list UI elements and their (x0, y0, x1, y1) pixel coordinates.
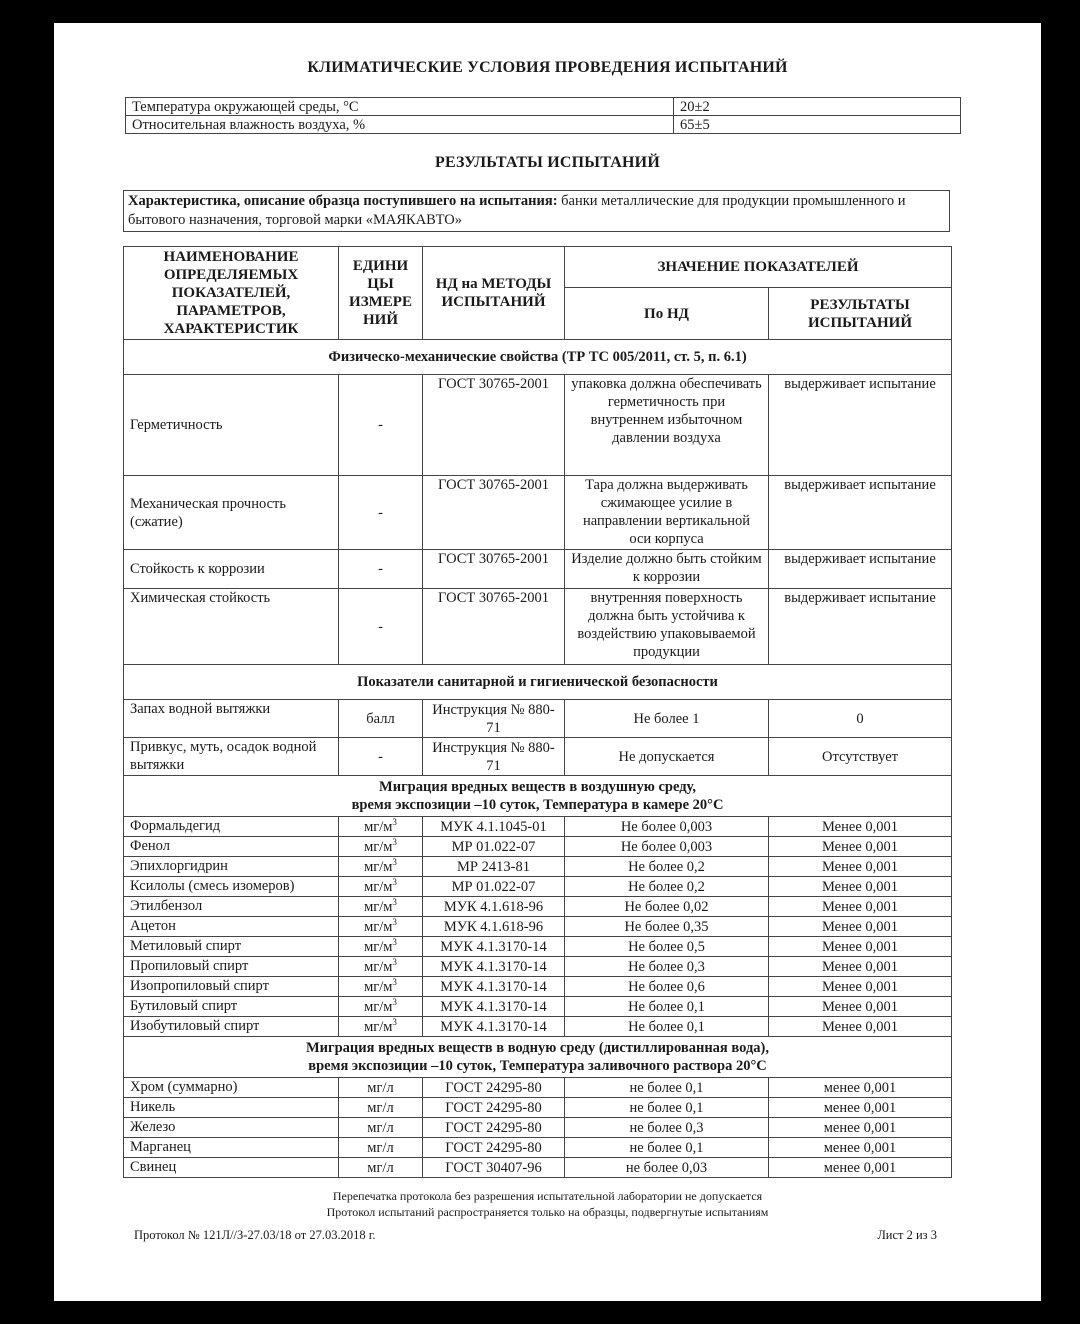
result-value: 0 (769, 700, 952, 738)
norm-value: Тара должна выдерживать сжимающее усилие в направлении вертикальной оси корпуса (565, 476, 769, 550)
table-row (124, 375, 952, 476)
section-title-line: Миграция вредных веществ в водную среду (дистиллированная вода), (305, 1040, 770, 1056)
norm-value: Не более 0,5 (565, 937, 769, 957)
unit-superscript: 3 (392, 936, 397, 947)
norm-value: упаковка должна обеспечивать герметичность при внутреннем избыточном давлении воздуха (565, 375, 769, 476)
unit-superscript: 3 (392, 976, 397, 987)
unit-text: мг/м (364, 878, 393, 895)
climate-title: КЛИМАТИЧЕСКИЕ УСЛОВИЯ ПРОВЕДЕНИЯ ИСПЫТАНИЙ (307, 59, 788, 76)
norm-value: Не более 0,2 (565, 877, 769, 897)
unit-superscript: 3 (392, 1016, 397, 1027)
table-row (124, 1017, 952, 1037)
table-row (124, 817, 952, 837)
unit-cell (339, 937, 423, 957)
section-row (124, 1037, 952, 1078)
method-cell: МУК 4.1.618-96 (423, 917, 565, 937)
table-row (124, 589, 952, 665)
table-row (124, 877, 952, 897)
norm-value: Не допускается (565, 738, 769, 776)
section-title: Показатели санитарной и гигиенической безопасности (124, 665, 952, 700)
table-row (124, 738, 952, 776)
norm-value: Изделие должно быть стойким к коррозии (565, 550, 769, 589)
section-row (124, 776, 952, 817)
method-cell: Инструкция № 880-71 (423, 700, 565, 738)
unit-text: мг/м (364, 858, 393, 875)
method-cell: ГОСТ 24295-80 (423, 1098, 565, 1118)
method-cell: МУК 4.1.3170-14 (423, 977, 565, 997)
unit-text: мг/м (364, 978, 393, 995)
header-result: РЕЗУЛЬТАТЫ ИСПЫТАНИЙ (769, 288, 952, 340)
climate-table (125, 97, 961, 134)
indicator-name: Герметичность (124, 375, 339, 476)
method-cell: МУК 4.1.1045-01 (423, 817, 565, 837)
table-row (126, 98, 961, 116)
method-cell: МР 2413-81 (423, 857, 565, 877)
result-value: выдерживает испытание (769, 550, 952, 589)
method-cell: МУК 4.1.3170-14 (423, 937, 565, 957)
document-page (54, 23, 1041, 1301)
norm-value: Не более 0,2 (565, 857, 769, 877)
unit-cell: - (339, 375, 423, 476)
unit-cell (339, 817, 423, 837)
result-value: менее 0,001 (769, 1098, 952, 1118)
unit-cell (339, 877, 423, 897)
indicator-name: Запах водной вытяжки (124, 700, 339, 738)
result-value: менее 0,001 (769, 1078, 952, 1098)
unit-cell: - (339, 550, 423, 589)
norm-value: Не более 0,02 (565, 897, 769, 917)
method-cell: МУК 4.1.3170-14 (423, 957, 565, 977)
section-title: Физическо-механические свойства (ТР ТС 005/2011, ст. 5, п. 6.1) (124, 340, 952, 375)
unit-cell (339, 997, 423, 1017)
unit-cell: - (339, 589, 423, 665)
indicator-name: Привкус, муть, осадок водной вытяжки (124, 738, 339, 776)
section-title-line: время экспозиции –10 суток, Температура в камере 20°С (351, 797, 724, 813)
sheet-number: Лист 2 из 3 (877, 1228, 937, 1242)
norm-value: Не более 1 (565, 700, 769, 738)
norm-value: Не более 0,1 (565, 997, 769, 1017)
section-title (124, 1037, 952, 1078)
description-text: банки металлические для продукции промышленного и бытового назначения, торговой марки «МАЯКАВТО» (128, 193, 906, 228)
result-value: выдерживает испытание (769, 589, 952, 665)
result-value: Менее 0,001 (769, 897, 952, 917)
table-row (124, 937, 952, 957)
unit-cell: мг/л (339, 1098, 423, 1118)
result-value: Менее 0,001 (769, 997, 952, 1017)
header-norm: По НД (565, 288, 769, 340)
section-title (124, 776, 952, 817)
table-row (124, 997, 952, 1017)
indicator-name: Железо (124, 1118, 339, 1138)
result-value: Менее 0,001 (769, 817, 952, 837)
method-cell: МР 01.022-07 (423, 877, 565, 897)
unit-superscript: 3 (392, 896, 397, 907)
section-title-line: Миграция вредных веществ в воздушную среду, (379, 779, 696, 795)
results-title: РЕЗУЛЬТАТЫ ИСПЫТАНИЙ (435, 154, 660, 171)
result-value: Отсутствует (769, 738, 952, 776)
norm-value: не более 0,3 (565, 1118, 769, 1138)
table-row (124, 897, 952, 917)
section-title-line: время экспозиции –10 суток, Температура заливочного раствора 20°С (308, 1058, 767, 1074)
indicator-name: Хром (суммарно) (124, 1078, 339, 1098)
table-row (124, 1158, 952, 1178)
unit-cell (339, 957, 423, 977)
method-cell: ГОСТ 24295-80 (423, 1138, 565, 1158)
unit-cell: мг/л (339, 1078, 423, 1098)
header-method: НД на МЕТОДЫ ИСПЫТАНИЙ (423, 247, 565, 340)
method-cell: ГОСТ 24295-80 (423, 1078, 565, 1098)
unit-cell: мг/л (339, 1158, 423, 1178)
unit-cell (339, 857, 423, 877)
indicator-name: Стойкость к коррозии (124, 550, 339, 589)
norm-value: Не более 0,3 (565, 957, 769, 977)
unit-text: мг/м (364, 958, 393, 975)
unit-superscript: 3 (392, 816, 397, 827)
results-table (123, 246, 952, 1178)
method-cell: ГОСТ 30765-2001 (423, 375, 565, 476)
unit-cell (339, 897, 423, 917)
unit-cell: мг/л (339, 1138, 423, 1158)
unit-cell: - (339, 476, 423, 550)
norm-value: Не более 0,003 (565, 837, 769, 857)
indicator-name: Пропиловый спирт (124, 957, 339, 977)
method-cell: МР 01.022-07 (423, 837, 565, 857)
sample-description (123, 190, 950, 232)
norm-value: Не более 0,35 (565, 917, 769, 937)
indicator-name: Эпихлоргидрин (124, 857, 339, 877)
unit-text: мг/м (364, 1018, 393, 1035)
footer-notice-2: Протокол испытаний распространяется только на образцы, подвергнутые испытаниям (326, 1205, 769, 1219)
result-value: выдерживает испытание (769, 375, 952, 476)
indicator-name: Этилбензол (124, 897, 339, 917)
unit-text: мг/м (364, 838, 393, 855)
result-value: выдерживает испытание (769, 476, 952, 550)
result-value: Менее 0,001 (769, 877, 952, 897)
header-values: ЗНАЧЕНИЕ ПОКАЗАТЕЛЕЙ (565, 247, 952, 288)
table-row (124, 917, 952, 937)
unit-text: мг/м (364, 938, 393, 955)
protocol-number: Протокол № 121Л//З-27.03/18 от 27.03.2018 г. (134, 1228, 376, 1242)
result-value: Менее 0,001 (769, 937, 952, 957)
norm-value: не более 0,1 (565, 1098, 769, 1118)
method-cell: Инструкция № 880-71 (423, 738, 565, 776)
unit-superscript: 3 (392, 916, 397, 927)
table-row (124, 837, 952, 857)
unit-superscript: 3 (392, 996, 397, 1007)
result-value: менее 0,001 (769, 1138, 952, 1158)
unit-superscript: 3 (392, 836, 397, 847)
climate-label: Относительная влажность воздуха, % (126, 116, 674, 134)
result-value: Менее 0,001 (769, 957, 952, 977)
unit-text: мг/м (364, 918, 393, 935)
table-row (124, 977, 952, 997)
norm-value: Не более 0,6 (565, 977, 769, 997)
unit-cell: мг/л (339, 1118, 423, 1138)
indicator-name: Химическая стойкость (124, 589, 339, 665)
table-row (124, 1098, 952, 1118)
method-cell: МУК 4.1.618-96 (423, 897, 565, 917)
unit-cell: - (339, 738, 423, 776)
result-value: Менее 0,001 (769, 1017, 952, 1037)
unit-superscript: 3 (392, 876, 397, 887)
table-row (124, 1078, 952, 1098)
climate-label: Температура окружающей среды, °С (126, 98, 674, 116)
footer-notice-1: Перепечатка протокола без разрешения испытательной лаборатории не допускается (332, 1189, 763, 1203)
norm-value: внутренняя поверхность должна быть устойчива к воздействию упаковываемой продукции (565, 589, 769, 665)
method-cell: ГОСТ 30765-2001 (423, 550, 565, 589)
indicator-name: Ацетон (124, 917, 339, 937)
header-name: НАИМЕНОВАНИЕ ОПРЕДЕЛЯЕМЫХ ПОКАЗАТЕЛЕЙ, ПАРАМЕТРОВ, ХАРАКТЕРИСТИК (124, 247, 339, 340)
table-row (124, 700, 952, 738)
description-label: Характеристика, описание образца поступившего на испытания: (128, 193, 558, 209)
table-row (124, 550, 952, 589)
climate-value: 20±2 (674, 98, 961, 116)
indicator-name: Механическая прочность (сжатие) (124, 476, 339, 550)
method-cell: ГОСТ 30765-2001 (423, 589, 565, 665)
unit-cell (339, 1017, 423, 1037)
indicator-name: Изопропиловый спирт (124, 977, 339, 997)
method-cell: ГОСТ 30765-2001 (423, 476, 565, 550)
result-value: Менее 0,001 (769, 837, 952, 857)
table-row (124, 1118, 952, 1138)
result-value: менее 0,001 (769, 1158, 952, 1178)
table-row (124, 1138, 952, 1158)
norm-value: не более 0,03 (565, 1158, 769, 1178)
indicator-name: Формальдегид (124, 817, 339, 837)
indicator-name: Метиловый спирт (124, 937, 339, 957)
norm-value: не более 0,1 (565, 1078, 769, 1098)
unit-cell: балл (339, 700, 423, 738)
indicator-name: Никель (124, 1098, 339, 1118)
section-row (124, 340, 952, 375)
unit-text: мг/м (364, 818, 393, 835)
unit-cell (339, 837, 423, 857)
method-cell: МУК 4.1.3170-14 (423, 997, 565, 1017)
method-cell: МУК 4.1.3170-14 (423, 1017, 565, 1037)
indicator-name: Бутиловый спирт (124, 997, 339, 1017)
result-value: менее 0,001 (769, 1118, 952, 1138)
unit-superscript: 3 (392, 856, 397, 867)
result-value: Менее 0,001 (769, 977, 952, 997)
method-cell: ГОСТ 24295-80 (423, 1118, 565, 1138)
indicator-name: Ксилолы (смесь изомеров) (124, 877, 339, 897)
unit-cell (339, 917, 423, 937)
norm-value: Не более 0,1 (565, 1017, 769, 1037)
unit-text: мг/м (364, 998, 393, 1015)
norm-value: Не более 0,003 (565, 817, 769, 837)
table-row (124, 857, 952, 877)
result-value: Менее 0,001 (769, 857, 952, 877)
table-row (124, 476, 952, 550)
indicator-name: Марганец (124, 1138, 339, 1158)
indicator-name: Фенол (124, 837, 339, 857)
indicator-name: Изобутиловый спирт (124, 1017, 339, 1037)
indicator-name: Свинец (124, 1158, 339, 1178)
method-cell: ГОСТ 30407-96 (423, 1158, 565, 1178)
table-row (124, 957, 952, 977)
table-row (126, 116, 961, 134)
section-row (124, 665, 952, 700)
header-unit: ЕДИНИ ЦЫ ИЗМЕРЕ НИЙ (339, 247, 423, 340)
result-value: Менее 0,001 (769, 917, 952, 937)
climate-value: 65±5 (674, 116, 961, 134)
header-row (124, 247, 952, 288)
norm-value: не более 0,1 (565, 1138, 769, 1158)
unit-text: мг/м (364, 898, 393, 915)
unit-cell (339, 977, 423, 997)
unit-superscript: 3 (392, 956, 397, 967)
